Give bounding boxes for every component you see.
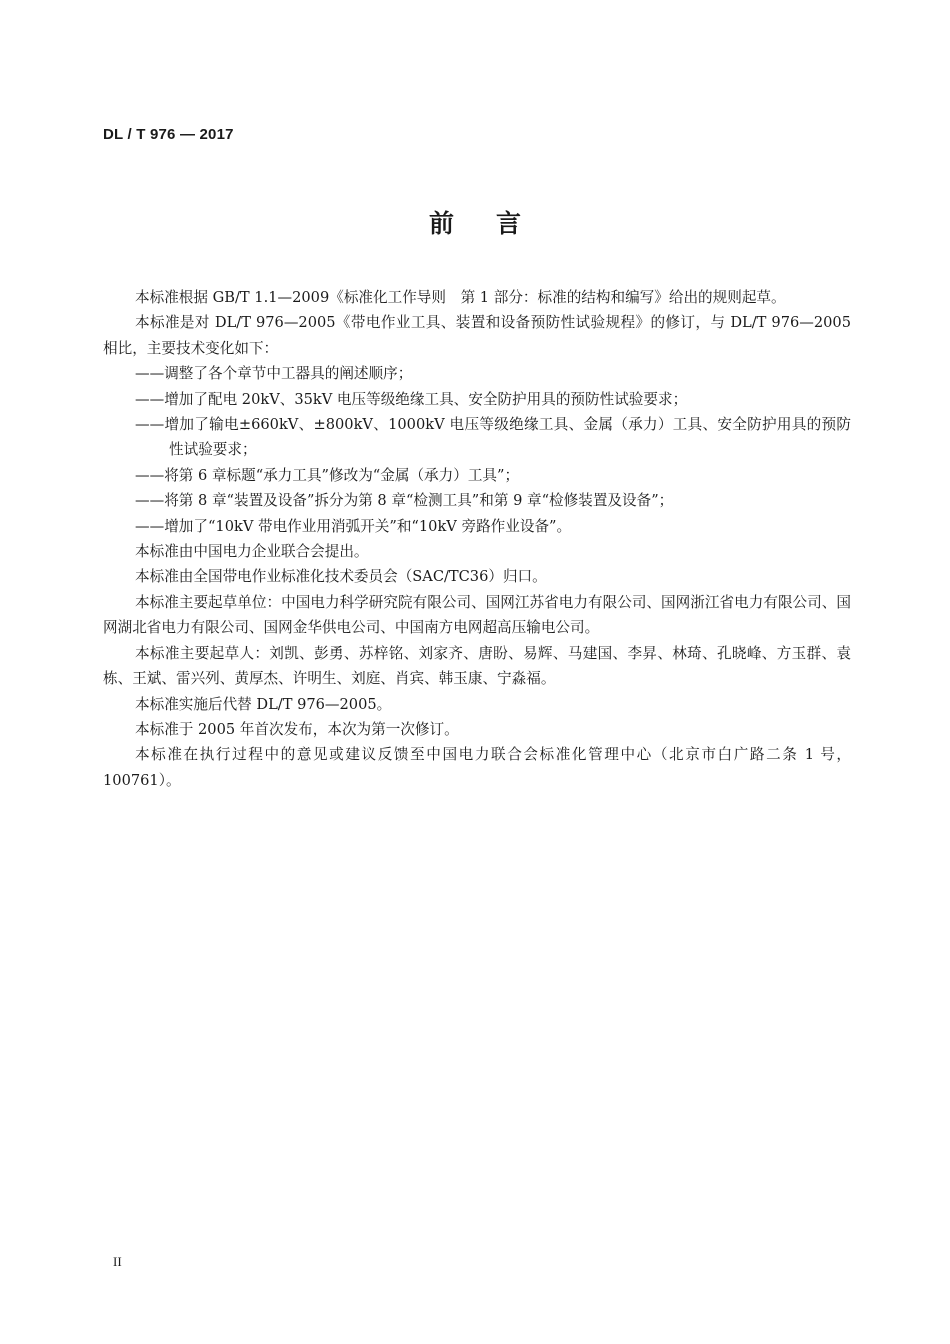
paragraph-feedback: 本标准在执行过程中的意见或建议反馈至中国电力联合会标准化管理中心（北京市白广路二条 1 号，100761）。 [103,746,851,789]
paragraph-drafters: 本标准主要起草人：刘凯、彭勇、苏梓铭、刘家齐、唐盼、易辉、马建国、李昇、林琦、孔晓峰、方玉群、袁栋、王斌、雷兴列、黄厚杰、许明生、刘庭、肖宾、韩玉康、宁淼福。 [103,644,851,688]
change-item: ——调整了各个章节中工器具的阐述顺序； [135,365,413,383]
change-item: ——增加了“10kV 带电作业用消弧开关”和“10kV 旁路作业设备”。 [135,517,572,535]
foreword-body [103,285,851,793]
page-number: II [113,1254,122,1269]
paragraph-replaces: 本标准实施后代替 DL/T 976—2005。 [135,695,392,713]
document-code: DL / T 976 — 2017 [103,126,234,143]
change-item: ——增加了输电±660kV、±800kV、1000kV 电压等级绝缘工具、金属（承力）工具、安全防护用具的预防性试验要求； [135,416,851,459]
paragraph-drafting-rules: 本标准根据 GB/T 1.1—2009《标准化工作导则 第 1 部分：标准的结构和编写》给出的规则起草。 [135,289,786,306]
paragraph-proposer: 本标准由中国电力企业联合会提出。 [135,543,369,561]
paragraph-history: 本标准于 2005 年首次发布，本次为第一次修订。 [135,720,459,738]
paragraph-drafting-units: 本标准主要起草单位：中国电力科学研究院有限公司、国网江苏省电力有限公司、国网浙江省电力有限公司、国网湖北省电力有限公司、国网金华供电公司、中国南方电网超高压输电公司。 [103,593,851,637]
change-item: ——增加了配电 20kV、35kV 电压等级绝缘工具、安全防护用具的预防性试验要求； [135,390,688,408]
change-item: ——将第 6 章标题“承力工具”修改为“金属（承力）工具”； [135,466,520,484]
change-item: ——将第 8 章“装置及设备”拆分为第 8 章“检测工具”和第 9 章“检修装置及设备”； [135,492,674,510]
paragraph-committee: 本标准由全国带电作业标准化技术委员会（SAC/TC36）归口。 [135,568,547,586]
paragraph-revision-intro: 本标准是对 DL/T 976—2005《带电作业工具、装置和设备预防性试验规程》的修订，与 DL/T 976—2005 相比，主要技术变化如下： [103,314,851,357]
section-title: 前言 [428,209,563,238]
